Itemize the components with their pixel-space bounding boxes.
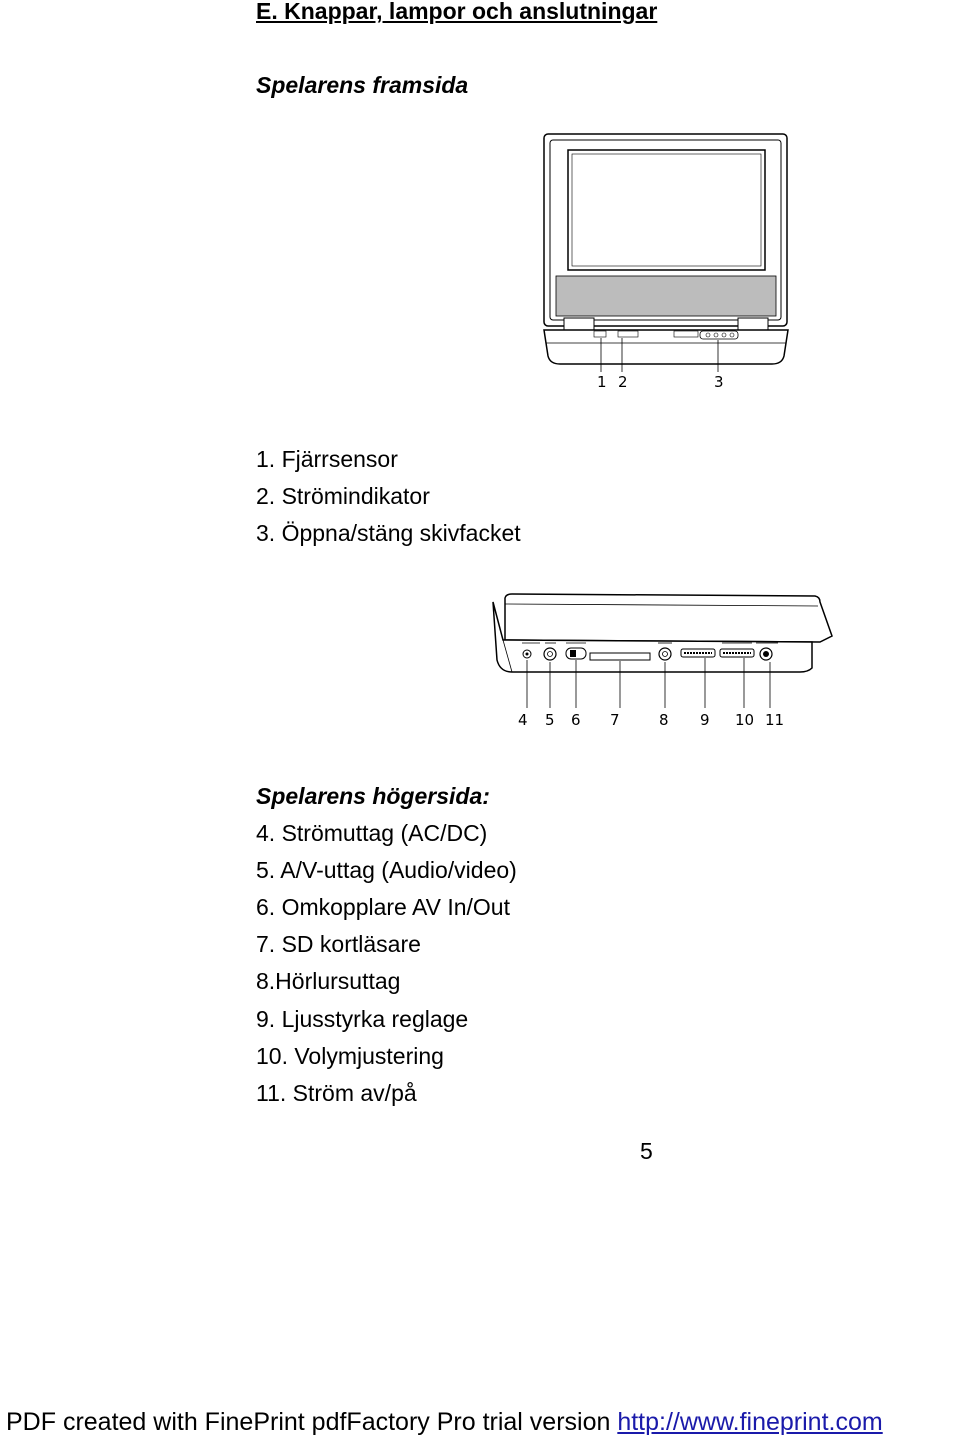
front-callout-3: 3 bbox=[714, 373, 724, 391]
side-item-7: 7. SD kortläsare bbox=[256, 931, 421, 957]
page-number: 5 bbox=[640, 1138, 653, 1164]
section-title: E. Knappar, lampor och anslutningar bbox=[256, 0, 658, 24]
side-item-9: 9. Ljusstyrka reglage bbox=[256, 1006, 469, 1032]
side-item-6: 6. Omkopplare AV In/Out bbox=[256, 894, 510, 920]
footer-text: PDF created with FinePrint pdfFactory Pro trial version bbox=[6, 1408, 618, 1436]
front-item-2: 2. Strömindikator bbox=[256, 483, 430, 509]
side-callout-5: 5 bbox=[545, 711, 555, 729]
side-callout-4: 4 bbox=[518, 711, 528, 729]
front-heading: Spelarens framsida bbox=[256, 72, 469, 98]
side-item-5: 5. A/V-uttag (Audio/video) bbox=[256, 857, 517, 883]
side-item-10: 10. Volymjustering bbox=[256, 1043, 444, 1069]
side-item-4: 4. Strömuttag (AC/DC) bbox=[256, 820, 488, 846]
front-callout-1: 1 bbox=[597, 373, 607, 391]
front-callout-2: 2 bbox=[618, 373, 628, 391]
front-item-1: 1. Fjärrsensor bbox=[256, 446, 398, 472]
side-callout-9: 9 bbox=[700, 711, 710, 729]
side-callout-11: 11 bbox=[765, 711, 785, 729]
footer-link[interactable]: http://www.fineprint.com bbox=[617, 1408, 883, 1436]
side-callout-10: 10 bbox=[735, 711, 755, 729]
front-item-3: 3. Öppna/stäng skivfacket bbox=[256, 520, 521, 546]
side-callout-8: 8 bbox=[659, 711, 669, 729]
side-callout-6: 6 bbox=[571, 711, 581, 729]
side-item-11: 11. Ström av/på bbox=[256, 1080, 417, 1106]
side-heading: Spelarens högersida: bbox=[256, 783, 490, 809]
side-callout-7: 7 bbox=[610, 711, 620, 729]
footer bbox=[6, 1408, 883, 1437]
side-item-8: 8.Hörlursuttag bbox=[256, 968, 401, 994]
